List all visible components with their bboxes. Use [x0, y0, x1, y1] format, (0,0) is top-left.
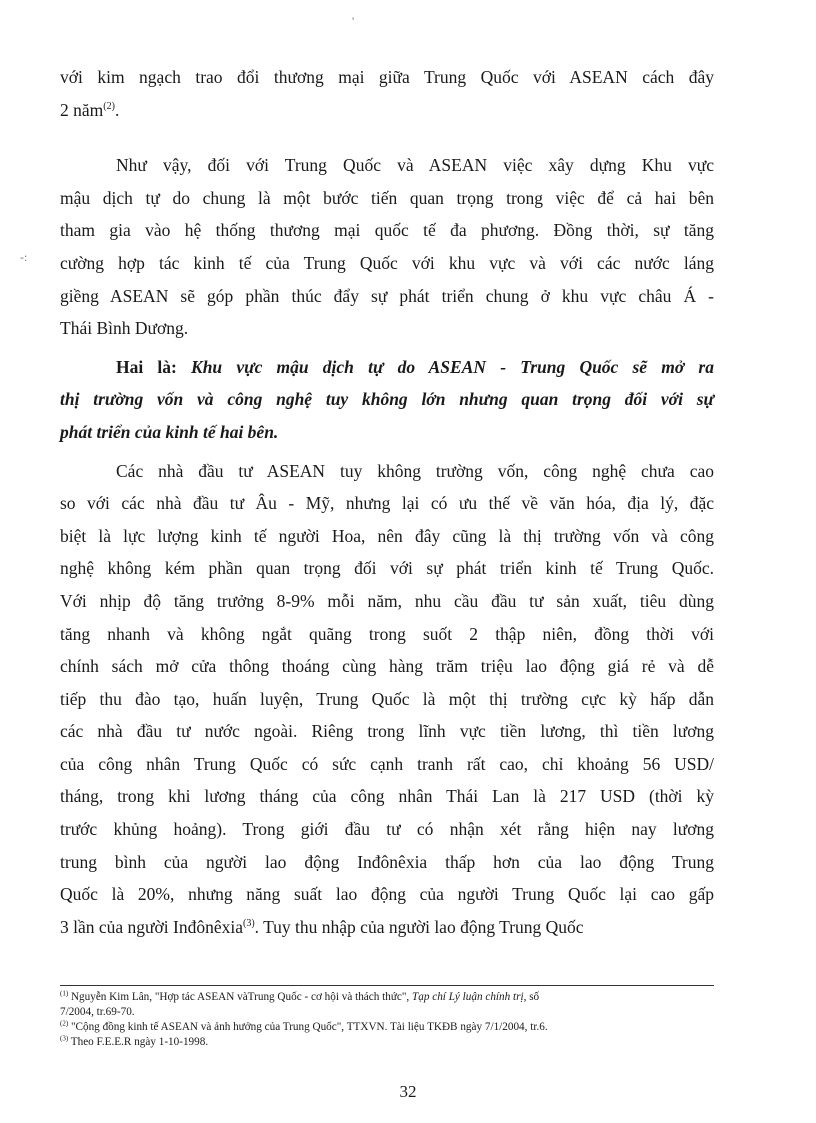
text-line: trước khủng hoảng). Trong giới đầu tư có nhận xét rằng hiện nay lương: [60, 819, 714, 840]
text-line: chính sách mở cửa thông thoáng cùng hàng trăm triệu lao động giá rẻ và dễ: [60, 656, 714, 677]
text-line: nghệ không kém phần quan trọng đối với sự phát triển kinh tế Trung Quốc.: [60, 558, 714, 579]
text-line: Quốc là 20%, nhưng năng suất lao động của người Trung Quốc lại cao gấp: [60, 884, 714, 905]
text-line: tham gia vào hệ thống thương mại quốc tế đa phương. Đồng thời, sự tăng: [60, 220, 714, 241]
text-line: 3 lần của người Inđônêxia$^{(3)}$. Tuy thu nhập của người lao động Trung Quốc: [60, 916, 584, 937]
footnote-3: $^{(3)}$ Theo F.E.E.R ngày 1-10-1998.: [60, 1034, 209, 1048]
text-line: giềng ASEAN sẽ góp phần thúc đẩy sự phát triển chung ở khu vực châu Á -: [60, 285, 714, 306]
text-line: của công nhân Trung Quốc có sức cạnh tranh rất cao, chỉ khoảng 56 USD/: [60, 753, 714, 774]
footnote-ref: (2): [103, 100, 115, 112]
text-line: biệt là lực lượng kinh tế người Hoa, nên đây cũng là thị trường vốn và công: [60, 525, 714, 546]
body-text: [60, 61, 714, 943]
text-line: Thái Bình Dương.: [60, 318, 189, 339]
text-line: trung bình của người lao động Inđônêxia thấp hơn của lao động Trung: [60, 851, 714, 872]
text-line: các nhà đầu tư nước ngoài. Riêng trong lĩnh vực tiền lương, thì tiền lương: [60, 721, 714, 742]
scan-mark: ': [352, 14, 355, 28]
text-line: Các nhà đầu tư ASEAN tuy không trường vốn, công nghệ chưa cao: [116, 460, 714, 481]
footnote-divider: [60, 985, 714, 986]
footnote-ref: (3): [243, 918, 255, 930]
text-line: tăng nhanh và không ngắt quãng trong suốt 2 thập niên, đồng thời với: [60, 623, 714, 644]
text-line: 2 năm$^{(2)}$.: [60, 99, 120, 120]
footnotes: [60, 990, 720, 1050]
scan-mark: -:: [20, 250, 28, 264]
text-line: Với nhịp độ tăng trưởng 8-9% mỗi năm, nhu cầu đầu tư sản xuất, tiêu dùng: [60, 590, 714, 611]
text-line: tháng, trong khi lương tháng của công nhân Thái Lan là 217 USD (thời kỳ: [60, 786, 714, 807]
heading-line: phát triển của kinh tế hai bên.: [60, 421, 279, 442]
text-line: mậu dịch tự do chung là một bước tiến quan trọng trong việc để cả hai bên: [60, 187, 714, 208]
text-line: so với các nhà đầu tư Âu - Mỹ, nhưng lại có ưu thế về văn hóa, địa lý, đặc: [60, 493, 714, 514]
text-line: với kim ngạch trao đổi thương mại giữa Trung Quốc với ASEAN cách đây: [60, 67, 714, 87]
heading-line: thị trường vốn và công nghệ tuy không lớn nhưng quan trọng đối với sự: [60, 389, 714, 410]
footnote-2: $^{(2)}$ "Cộng đồng kinh tế ASEAN và ảnh hưởng của Trung Quốc", TTXVN. Tài liệu TKĐB ngày 7/1/2004, tr.6.: [60, 1019, 548, 1033]
heading-line: Hai là: Khu vực mậu dịch tự do ASEAN - Trung Quốc sẽ mở ra: [116, 356, 714, 377]
text-line: Như vậy, đối với Trung Quốc và ASEAN việc xây dựng Khu vực: [116, 155, 714, 176]
page-number: 32: [399, 1082, 417, 1101]
text-line: cường hợp tác kinh tế của Trung Quốc với khu vực và với các nước láng: [60, 252, 714, 273]
footnote-1: $^{(1)}$ Nguyễn Kim Lân, "Hợp tác ASEAN vàTrung Quốc - cơ hội và thách thức", Tạp chí Lý luận chính trị, số 7/2004, tr.69-70.: [60, 989, 540, 1018]
text-line: tiếp thu đào tạo, huấn luyện, Trung Quốc là một thị trường cực kỳ hấp dẫn: [60, 688, 714, 709]
